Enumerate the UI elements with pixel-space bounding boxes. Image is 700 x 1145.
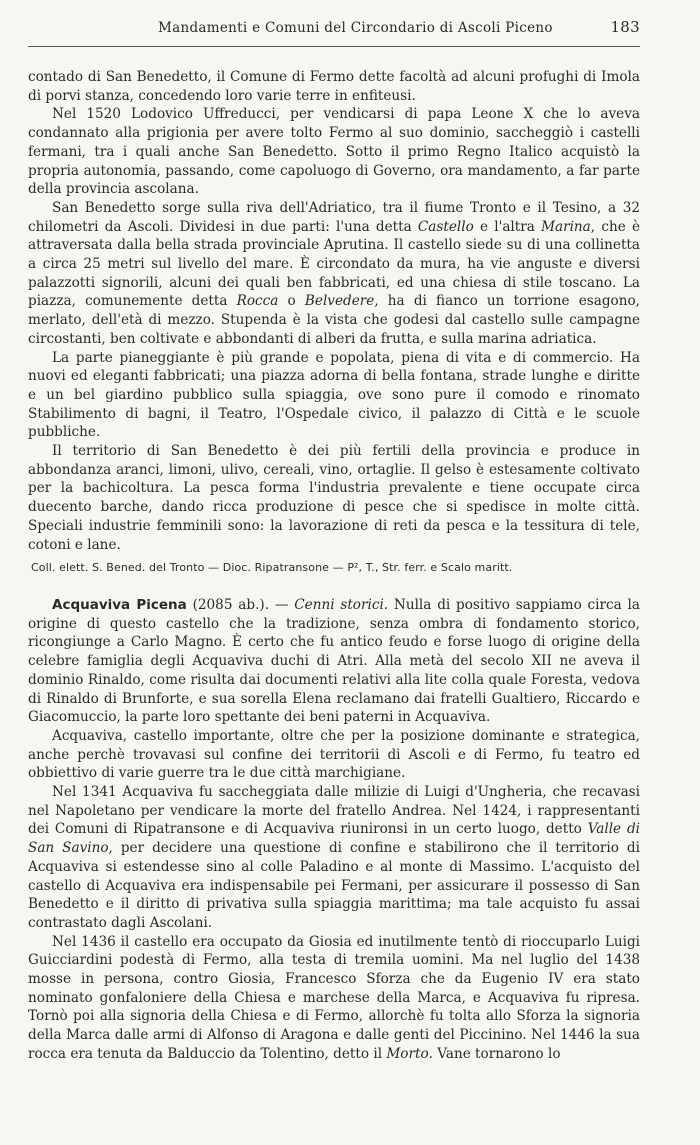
paragraph: Nel 1520 Lodovico Uffreducci, per vendicarsi di papa Leone X che lo aveva condannato alla prigionia per avere tolto Fermo al suo dominio, saccheggiò i castelli fermani, tra i quali anche San Benedetto. Sotto il primo Regno Italico acquistò la propria autonomia, passando, come capoluogo di Governo, ora mandamento, a far parte della provincia ascolana. [28,106,640,198]
entry-acquaviva: Acquaviva Picena (2085 ab.). — Cenni storici. Nulla di positivo sappiamo circa la origine di questo castello che la tradizione, senza ombra di fondamento storico, ricongiunge a Carlo Magno. È certo che fu antico feudo e forse luogo di origine della celebre famiglia degli Acquaviva duchi di Atri. Alla metà del secolo XII ne aveva il dominio Rinaldo, come risulta dai documenti relativi alla lite colla quale Foresta, vedova di Rinaldo di Brunforte, e sua sorella Elena reclamano dai fratelli Gualtiero, Riccardo e Giacomuccio, la parte loro spettante dei beni paterni in Acquaviva. [28,596,640,726]
paragraph: Acquaviva, castello importante, oltre che per la posizione dominante e strategica, anche perchè trovavasi sul confine dei territorii di Ascoli e di Fermo, fu teatro ed obbiettivo di varie guerre tra le due città marchigiane. [28,727,640,782]
credit-line: Coll. elett. S. Bened. del Tronto — Dioc. Ripatransone — P², T., Str. ferr. e Scalo maritt. [31,561,513,575]
page-number: 183 [610,18,640,36]
body-text [28,68,640,1064]
running-title: Mandamenti e Comuni del Circondario di Ascoli Piceno [158,20,553,36]
paragraph: Nel 1436 il castello era occupato da Giosia ed inutilmente tentò di rioccuparlo Luigi Guicciardini podestà di Fermo, alla testa di tremila uomini. Ma nel luglio del 1438 mosse in persona, contro Giosia, Francesco Sforza che da Eugenio IV era stato nominato gonfaloniere della Chiesa e marchese della Marca, e Acquaviva fu ripresa. Tornò poi alla signoria della Chiesa e di Fermo, allorchè fu tolta allo Sforza la signoria della Marca dalle armi di Alfonso di Aragona e dalle genti del Piccinino. Nel 1446 la sua rocca era tenuta da Balduccio da Tolentino, detto il Morto. Vane tornarono lo [28,933,640,1062]
paragraph: La parte pianeggiante è più grande e popolata, piena di vita e di commercio. Ha nuovi ed eleganti fabbricati; una piazza adorna di bella fontana, strade lunghe e diritte e un bel giardino pubblico sulla spiaggia, ove sono pure il comodo e rinomato Stabilimento di bagni, il Teatro, l'Ospedale civico, il palazzo di Città e le scuole pubbliche. [28,349,640,441]
entry-name: Acquaviva Picena [52,596,187,613]
paragraph: Il territorio di San Benedetto è dei più fertili della provincia e produce in abbondanza aranci, limoni, ulivo, cereali, vino, ortaglie. Il gelso è estesamente coltivato per la bachicoltura. La pesca forma l'industria prevalente e tiene occupate circa duecento barche, dando ricca produzione di pesce che si spedisce in molte città. Speciali industrie femminili sono: la lavorazione di reti da pesca e la tessitura di tele, cotoni e lane. [28,443,640,553]
paragraph: Nel 1341 Acquaviva fu saccheggiata dalle milizie di Luigi d'Ungheria, che recavasi nel Napoletano per vendicare la morte del fratello Andrea. Nel 1424, i rappresentanti dei Comuni di Ripatransone e di Acquaviva riunironsi in un certo luogo, detto Valle di San Savino, per decidere una questione di confine e stabilirono che il territorio di Acquaviva si estendesse sino al colle Paladino e al monte di Massimo. L'acquisto del castello di Acquaviva era indispensabile pei Fermani, per assicurare il possesso di San Benedetto e il diritto di privativa sulla spiaggia marittima; ma tale acquisto fu assai contrastato dagli Ascolani. [28,784,640,931]
paragraph: San Benedetto sorge sulla riva dell'Adriatico, tra il fiume Tronto e il Tesino, a 32 chilometri da Ascoli. Dividesi in due parti: l'una detta Castello e l'altra Marina, che è attraversata dalla bella strada provinciale Aprutina. Il castello siede su di una collinetta a circa 25 metri sul livello del mare. È circondato da mura, ha vie anguste e diversi palazzotti signorili, alcuni dei quali ben fabbricati, ed una chiesa di stile toscano. La piazza, comunemente detta Rocca o Belvedere, ha di fianco un torrione esagono, merlato, dell'età di mezzo. Stupenda è la vista che godesi dal castello sulle campagne circostanti, ben coltivate e abbondanti di alberi da frutta, e sulla marina adriatica. [28,199,641,347]
header-rule [28,46,640,47]
paragraph: contado di San Benedetto, il Comune di Fermo dette facoltà ad alcuni profughi di Imola di porvi stanza, concedendo loro varie terre in enfiteusi. [28,69,640,104]
